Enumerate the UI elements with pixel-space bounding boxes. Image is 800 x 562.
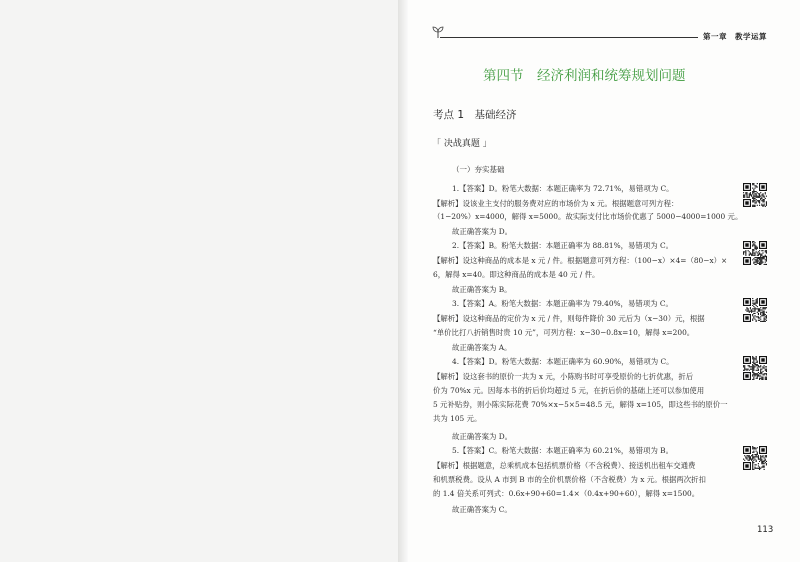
header-rule	[440, 37, 698, 38]
body-line: 2.【答案】B。粉笔大数据：本题正确率为 88.81%，易错项为 C。	[452, 241, 674, 250]
subsection-heading: 「 决战真题 」	[432, 139, 492, 149]
body-line: 故正确答案为 D。	[452, 227, 513, 236]
body-line: 4.【答案】D。粉笔大数据：本题正确率为 60.90%，易错项为 C。	[452, 357, 674, 366]
body-line: 故正确答案为 D。	[452, 432, 513, 441]
qr-code-icon	[743, 241, 767, 265]
body-line: 共为 105 元。	[433, 414, 482, 423]
qr-code-icon	[743, 298, 767, 322]
body-line: 1.【答案】D。粉笔大数据：本题正确率为 72.71%，易错项为 C。	[452, 184, 674, 193]
qr-code-icon	[743, 446, 767, 470]
book-spine	[398, 0, 408, 562]
point-title: 考点 1 基础经济	[433, 109, 517, 121]
body-line: 故正确答案为 C。	[452, 505, 512, 514]
chapter-header: 第一章 教学运算	[703, 32, 767, 41]
body-line: 【解析】设这套书的原价一共为 x 元，小陈购书时可享受原价的七折优惠，折后	[433, 372, 694, 381]
body-line: 和机票税费。设从 A 市到 B 市的全价机票价格（不含税费）为 x 元。根据两次折扣	[433, 475, 706, 484]
body-line: 【解析】根据题意，总乘机成本包括机票价格（不含税费）、接送机出租车交通费	[433, 461, 696, 470]
body-line: 【解析】设这种商品的定价为 x 元 / 件，则每件降价 30 元后为（x−30）元，根据	[433, 314, 705, 323]
body-line: 故正确答案为 B。	[452, 285, 512, 294]
page-number: 113	[757, 525, 774, 535]
body-line: 【解析】设这种商品的成本是 x 元 / 件。根据题意可列方程：（100−x）×4=（80−x）×	[433, 256, 728, 265]
section-title: 第四节 经济利润和统筹规划问题	[483, 68, 686, 84]
part-heading: （一）夯实基础	[452, 165, 505, 174]
body-line: 5 元补贴券，则小陈实际花费 70%×x−5×5=48.5 元，解得 x=105，即这些书的原价一	[433, 400, 728, 409]
qr-code-icon	[743, 356, 767, 380]
body-line: “单价比打八折销售时贵 10 元”，可列方程：x−30−0.8x=10，解得 x=200。	[433, 328, 695, 337]
body-line: 故正确答案为 A。	[452, 343, 512, 352]
body-line: 价为 70%x 元。因每本书的折后价均超过 5 元，在折后价的基础上还可以参加使用	[433, 386, 705, 395]
qr-code-icon	[743, 183, 767, 207]
body-line: 5.【答案】C。粉笔大数据：本题正确率为 60.21%，易错项为 B。	[452, 446, 674, 455]
body-line: 6，解得 x=40。即这种商品的成本是 40 元 / 件。	[433, 270, 600, 279]
body-line: （1−20%）x=4000，解得 x=5000。故实际支付比市场价优惠了 5000−4000=1000 元。	[433, 212, 743, 221]
body-line: 3.【答案】A。粉笔大数据：本题正确率为 79.40%，易错项为 C。	[452, 299, 673, 308]
body-line: 的 1.4 倍关系可列式：0.6x+90+60=1.4×（0.4x+90+60），解得 x=1500。	[433, 489, 700, 498]
body-line: 【解析】设该业主支付的服务费对应的市场价为 x 元。根据题意可列方程：	[433, 199, 679, 208]
